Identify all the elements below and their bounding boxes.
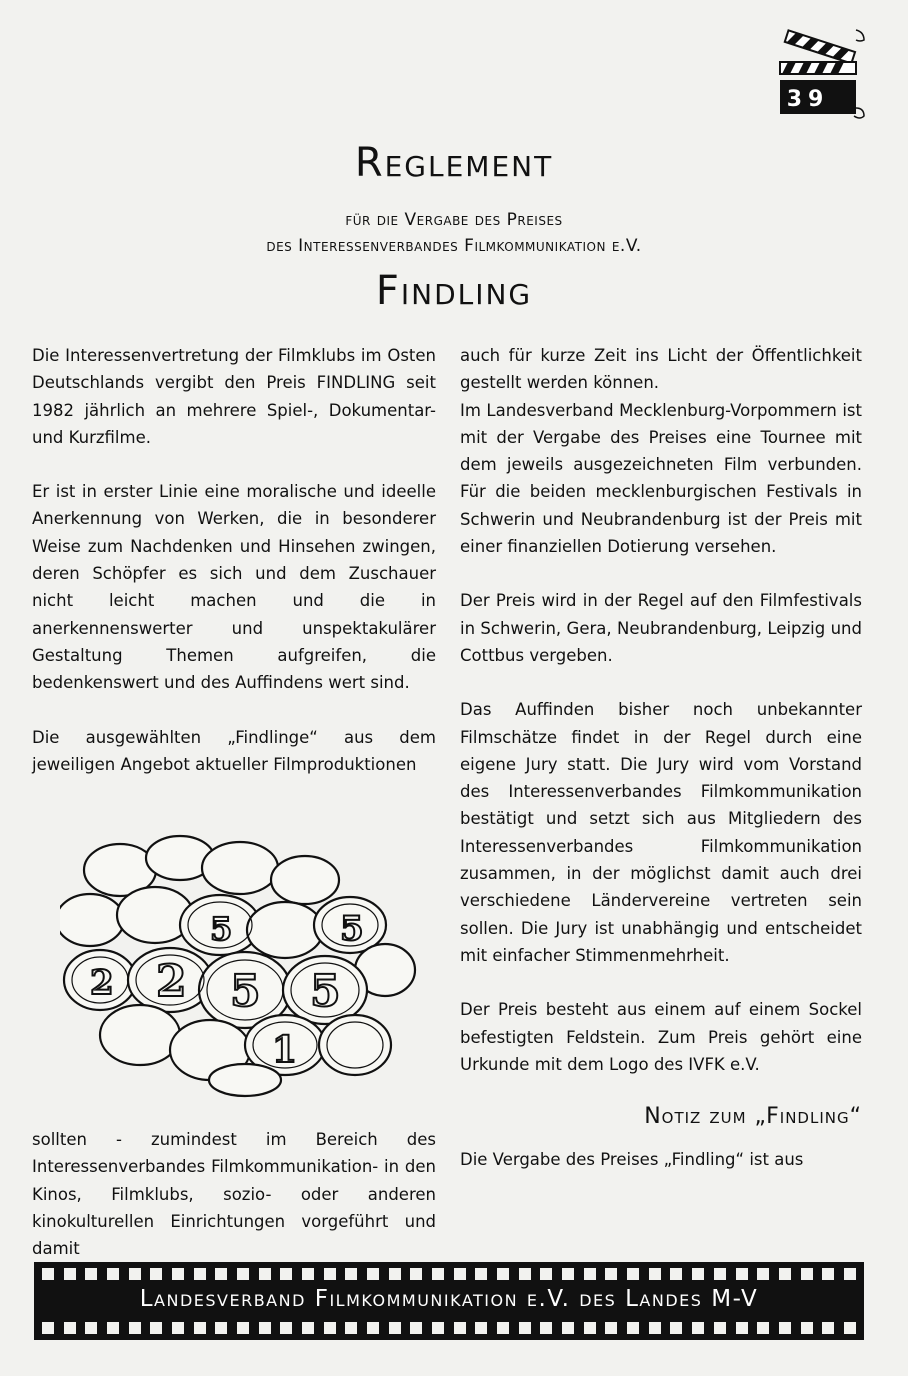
perforation-hole [150,1268,162,1280]
perforation-hole [605,1322,617,1334]
svg-text:5: 5 [210,910,233,948]
perforation-hole [670,1322,682,1334]
perforation-hole [64,1322,76,1334]
perforation-hole [649,1322,661,1334]
perforation-hole [367,1268,379,1280]
perforation-hole [389,1268,401,1280]
right-column [460,342,862,1173]
perforation-hole [237,1268,249,1280]
perforation-hole [454,1322,466,1334]
perforation-hole [42,1268,54,1280]
perforation-hole [497,1268,509,1280]
perforation-hole [259,1322,271,1334]
perforation-hole [280,1268,292,1280]
perforation-hole [259,1268,271,1280]
footer-text: Landesverband Filmkommunikation e.V. des Landes M-V [139,1286,759,1312]
paragraph: Die Interessenvertretung der Filmklubs im Osten Deutschlands vergibt den Preis FINDLING seit 1982 jährlich an mehrere Spiel-, Dokumentar- und Kurzfilme. [32,346,436,447]
perforation-hole [64,1268,76,1280]
svg-text:5: 5 [340,909,364,949]
perforation-hole [172,1268,184,1280]
perforation-hole [844,1322,856,1334]
paragraph: Der Preis besteht aus einem auf einem Sockel befestigten Feldstein. Zum Preis gehört eine Urkunde mit dem Logo des IVFK e.V. [460,1000,862,1074]
perforation-hole [801,1268,813,1280]
perforation-hole [540,1322,552,1334]
left-column-bottom [32,1126,436,1262]
perforation-hole [345,1322,357,1334]
perforation-hole [454,1268,466,1280]
perforation-hole [844,1268,856,1280]
perforation-hole [475,1268,487,1280]
perforation-hole [649,1268,661,1280]
paragraph: Der Preis wird in der Regel auf den Filmfestivals in Schwerin, Gera, Neubrandenburg, Leipzig und Cottbus vergeben. [460,591,862,665]
svg-text:5: 5 [310,966,341,1017]
perforation-hole [562,1268,574,1280]
perforation-hole [107,1268,119,1280]
left-column-top [32,342,436,778]
perforation-hole [302,1322,314,1334]
perforation-hole [540,1268,552,1280]
section-heading: Notiz zum „Findling“ [644,1104,862,1130]
paragraph: Die Vergabe des Preises „Findling“ ist aus [460,1150,804,1170]
perforation-hole [215,1268,227,1280]
paragraph: Die ausgewählten „Findlinge“ aus dem jeweiligen Angebot aktueller Filmproduktionen [32,727,436,774]
perforation-hole [410,1268,422,1280]
perforation-hole [324,1268,336,1280]
perforation-hole [736,1268,748,1280]
paragraph: Im Landesverband Mecklenburg-Vorpommern ist mit der Vergabe des Preises eine Tournee mit dem jeweils ausgezeichneten Film verbunden. Für die beiden mecklenburgischen Festivals in Schwerin und Neubrandenburg ist der Preis mit einer finanziellen Dotierung versehen. [460,400,862,557]
perforation-hole [779,1322,791,1334]
perforation-hole [150,1322,162,1334]
paragraph: auch für kurze Zeit ins Licht der Öffentlichkeit gestellt werden können. [460,346,862,393]
prize-name-title: Findling [375,268,533,314]
perforation-hole [324,1322,336,1334]
perforation-hole [736,1322,748,1334]
perforation-hole [562,1322,574,1334]
perforation-hole [367,1322,379,1334]
perforation-hole [627,1322,639,1334]
perforation-hole [129,1322,141,1334]
perforation-hole [822,1268,834,1280]
perforation-hole [389,1322,401,1334]
perforation-hole [714,1322,726,1334]
perforation-hole [280,1322,292,1334]
perforation-hole [237,1322,249,1334]
perforation-hole [584,1322,596,1334]
paragraph: sollten - zumindest im Bereich des Interessenverbandes Filmkommunikation- in den Kinos, Filmklubs, sozio- oder anderen kinokulturellen Einrichtungen vorgeführt und damit [32,1130,436,1259]
perforation-hole [85,1322,97,1334]
film-perforation-top [34,1268,864,1280]
perforation-hole [670,1268,682,1280]
paragraph: Das Auffinden bisher noch unbekannter Filmschätze findet in der Regel durch eine eigene Jury statt. Die Jury wird vom Vorstand des Interessenverbandes Filmkommunikation bestätigt und setzt sich aus Mitgliedern des Interessenverbandes Filmkommunikation zusammen, in der möglichst damit auch drei verschiedene Ländervereine vertreten sein sollen. Die Jury ist unabhängig und entscheidet mit einfacher Stimmenmehrheit. [460,700,862,965]
perforation-hole [42,1322,54,1334]
perforation-hole [302,1268,314,1280]
coins-illustration [60,830,420,1100]
perforation-hole [215,1322,227,1334]
perforation-hole [129,1268,141,1280]
perforation-hole [692,1322,704,1334]
perforation-hole [345,1268,357,1280]
perforation-hole [714,1268,726,1280]
perforation-hole [172,1322,184,1334]
perforation-hole [107,1322,119,1334]
perforation-hole [432,1322,444,1334]
svg-text:2: 2 [90,963,114,1003]
paragraph: Er ist in erster Linie eine moralische und ideelle Anerkennung von Werken, die in besonderer Weise zum Nachdenken und Hinsehen zwingen, deren Schöpfer es sich und dem Zuschauer nicht leicht machen und die in anerkennenswerter und unspektakulärer Gestaltung Themen aufgreifen, die bedenkenswert und des Auffindens wert sind. [32,482,436,693]
perforation-hole [194,1322,206,1334]
perforation-hole [475,1322,487,1334]
perforation-hole [432,1268,444,1280]
subtitle-line-1: für die Vergabe des Preises [345,210,563,230]
subtitle-line-2: des Interessenverbandes Filmkommunikation e.V. [266,236,642,256]
page-title: Reglement [354,140,554,186]
svg-text:5: 5 [230,966,261,1017]
perforation-hole [519,1322,531,1334]
perforation-hole [584,1268,596,1280]
film-strip-footer [34,1262,864,1340]
perforation-hole [822,1322,834,1334]
perforation-hole [757,1322,769,1334]
perforation-hole [757,1268,769,1280]
perforation-hole [410,1322,422,1334]
film-perforation-bottom [34,1322,864,1334]
perforation-hole [194,1268,206,1280]
perforation-hole [519,1268,531,1280]
perforation-hole [801,1322,813,1334]
perforation-hole [692,1268,704,1280]
perforation-hole [605,1268,617,1280]
perforation-hole [85,1268,97,1280]
svg-text:1: 1 [272,1029,298,1071]
perforation-hole [497,1322,509,1334]
page-number: 39 [780,84,836,114]
perforation-hole [627,1268,639,1280]
perforation-hole [779,1268,791,1280]
svg-text:2: 2 [156,956,187,1007]
